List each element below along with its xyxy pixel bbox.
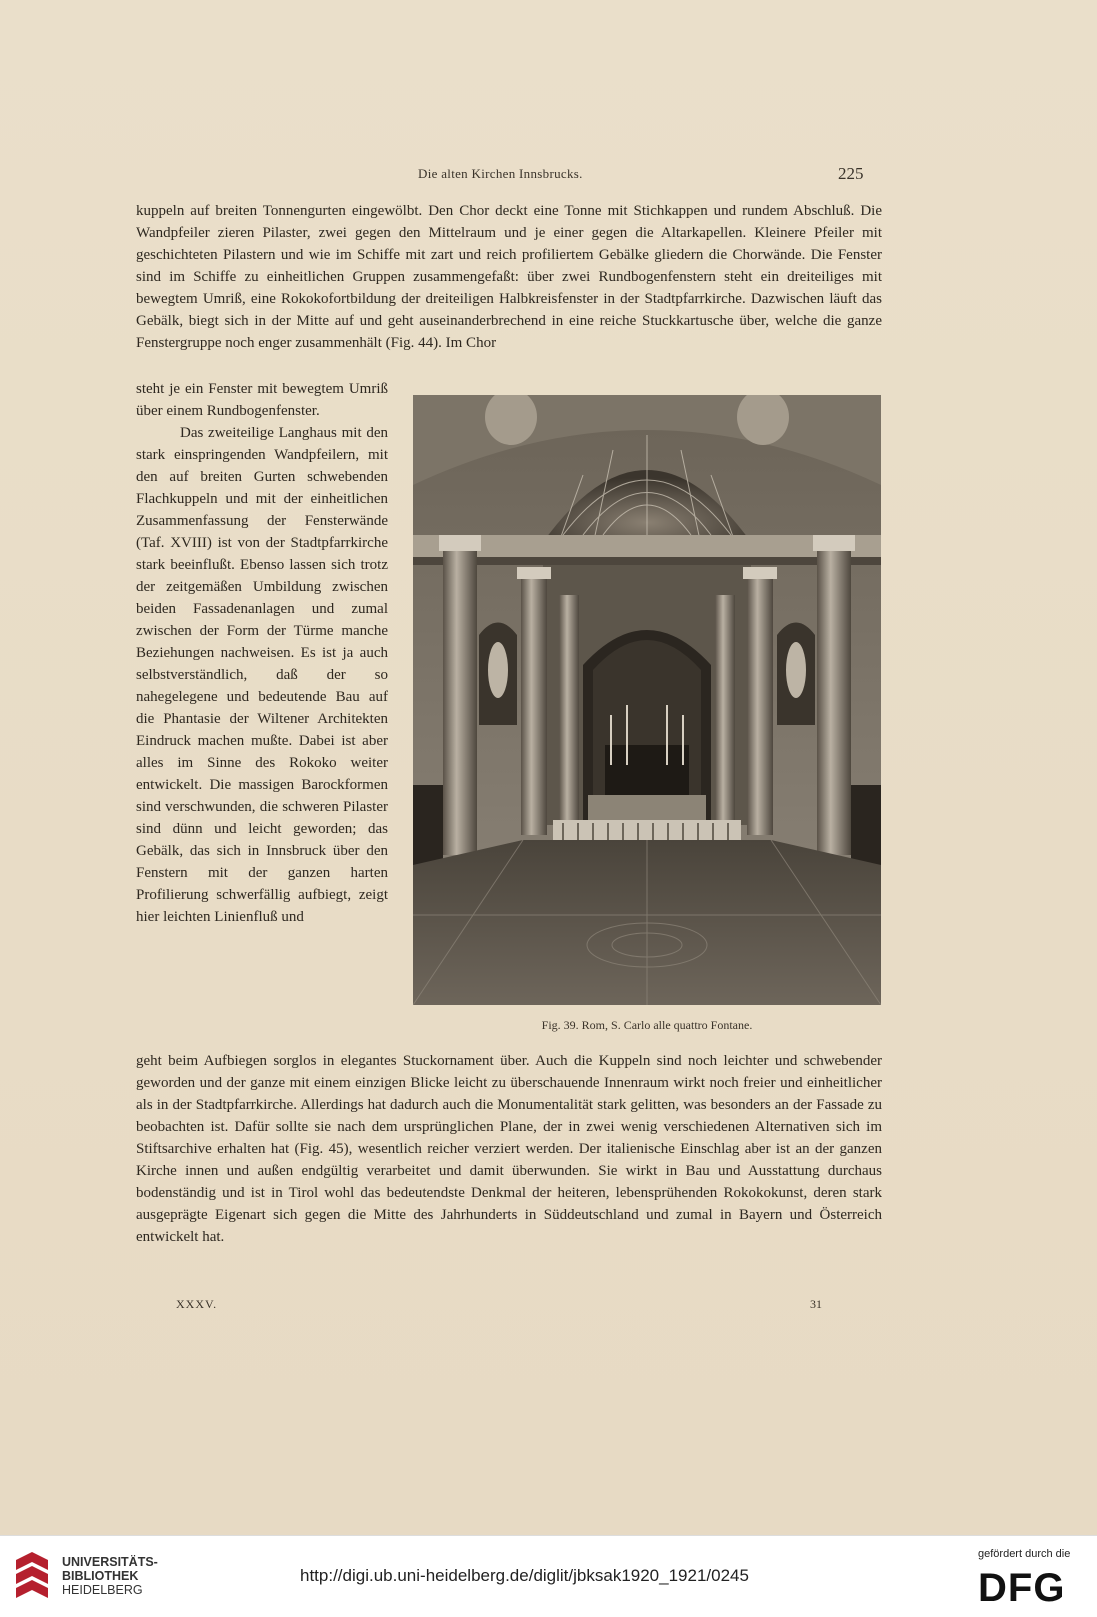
- paragraph-top-text: kuppeln auf breiten Tonnengurten eingewölbt. Den Chor deckt eine Tonne mit Stichkappen und rundem Abschluß. Die Wandpfeiler zieren Pilaster, zwei gegen den Mittelraum und je einer gegen die Altarkapellen. Kleinere Pfeiler mit geschichteten Pilastern und wie im Schiffe mit zart und reich profiliertem Gebälke gliedern die Chorwände. Die Fenster sind im Schiffe zu einheitlichen Gruppen zusammengefaßt: über zwei Rundbogenfenstern steht ein dreiteiliges mit bewegtem Umriß, eine Rokokofortbildung der dreiteiligen Halbkreisfenster in der Stadtpfarrkirche. Dazwischen läuft das Gebälk, biegt sich in der Mitte auf und geht auseinanderbrechend in eine reiche Stuckkartusche über, welche die ganze Fenstergruppe noch enger zusammenhält (Fig. 44). Im Chor: [136, 203, 882, 351]
- paragraph-left-text-2: Das zweiteilige Langhaus mit den stark einspringenden Wandpfeilern, mit den auf breiten Gurten schwebenden Flachkuppeln und mit der einheitlichen Zusammenfassung der Fensterwände (Taf. XVIII) ist von der Stadtpfarrkirche stark beeinflußt. Ebenso lassen sich trotz der zeitgemäßen Umbildung zwischen beiden Fassadenanlagen und zumal zwischen der Form der Türme manche Beziehungen nachweisen. Es ist ja auch selbstverständlich, daß der so nahegelegene und bedeutende Bau auf die Phantasie der Wiltener Architekten Eindruck machen mußte. Dabei ist aber alles im Sinne des Rokoko weiter entwickelt. Die massigen Barockformen sind verschwunden, die schweren Pilaster sind dünn und leicht geworden; das Gebälk, das sich in Innsbruck über den Fenstern mit der ganzen harten Profilierung schwerfällig aufbiegt, zeigt hier leichten Linienfluß und: [136, 425, 388, 925]
- dfg-logo[interactable]: DFG: [978, 1566, 1066, 1610]
- page-number: 225: [838, 164, 864, 183]
- library-name[interactable]: [62, 1555, 158, 1597]
- library-name-line2: BIBLIOTHEK: [62, 1569, 139, 1583]
- church-interior-photo: [413, 395, 881, 1005]
- funder-label: gefördert durch die: [978, 1548, 1071, 1560]
- library-footer-bar: [0, 1535, 1097, 1617]
- permalink-url[interactable]: http://digi.ub.uni-heidelberg.de/diglit/jbksak1920_1921/0245: [300, 1566, 749, 1585]
- sheet-signature: XXXV.: [176, 1297, 218, 1311]
- photo-illustration: [413, 395, 881, 1005]
- sheet-number: 31: [810, 1297, 822, 1311]
- paragraph-left: [136, 378, 388, 928]
- library-name-line1: UNIVERSITÄTS-: [62, 1555, 158, 1569]
- ub-heidelberg-logo-icon[interactable]: [12, 1550, 54, 1606]
- library-name-line3: HEIDELBERG: [62, 1583, 143, 1597]
- paragraph-bottom: [136, 1050, 882, 1248]
- paragraph-bottom-text: geht beim Aufbiegen sorglos in elegantes Stuckornament über. Auch die Kuppeln sind noch leichter und schwebender geworden und der ganze mit einem einzigen Blicke leicht zu überschauende Innenraum wirkt noch freier und einheitlicher als in der Stadtpfarrkirche. Allerdings hat dadurch auch die Monumentalität stark gelitten, was besonders an der Fassade zu beobachten ist. Dafür sollte sie nach dem ursprünglichen Plane, der in zwei wenig verschiedenen Alternativen sich im Stiftsarchive erhalten hat (Fig. 45), wesentlich reicher verziert werden. Der italienische Einschlag aber ist an der ganzen Kirche innen und außen endgültig verarbeitet und damit überwunden. Sie wirkt in Bau und Ausstattung durchaus bodenständig und ist in Tirol wohl das bedeutendste Denkmal der heiteren, lebensprühenden Rokokokunst, deren stark ausgeprägte Eigenart sich gegen die Mitte des Jahrhunderts in Süddeutschland und zumal in Bayern und Österreich entwickelt hat.: [136, 1053, 882, 1245]
- figure-caption: Fig. 39. Rom, S. Carlo alle quattro Fontane.: [541, 1018, 753, 1032]
- paragraph-top: [136, 200, 882, 354]
- paragraph-left-text-1: steht je ein Fenster mit bewegtem Umriß über einem Rundbogenfenster.: [136, 381, 388, 419]
- running-head: [0, 166, 1097, 190]
- running-title: Die alten Kirchen Innsbrucks.: [418, 166, 583, 181]
